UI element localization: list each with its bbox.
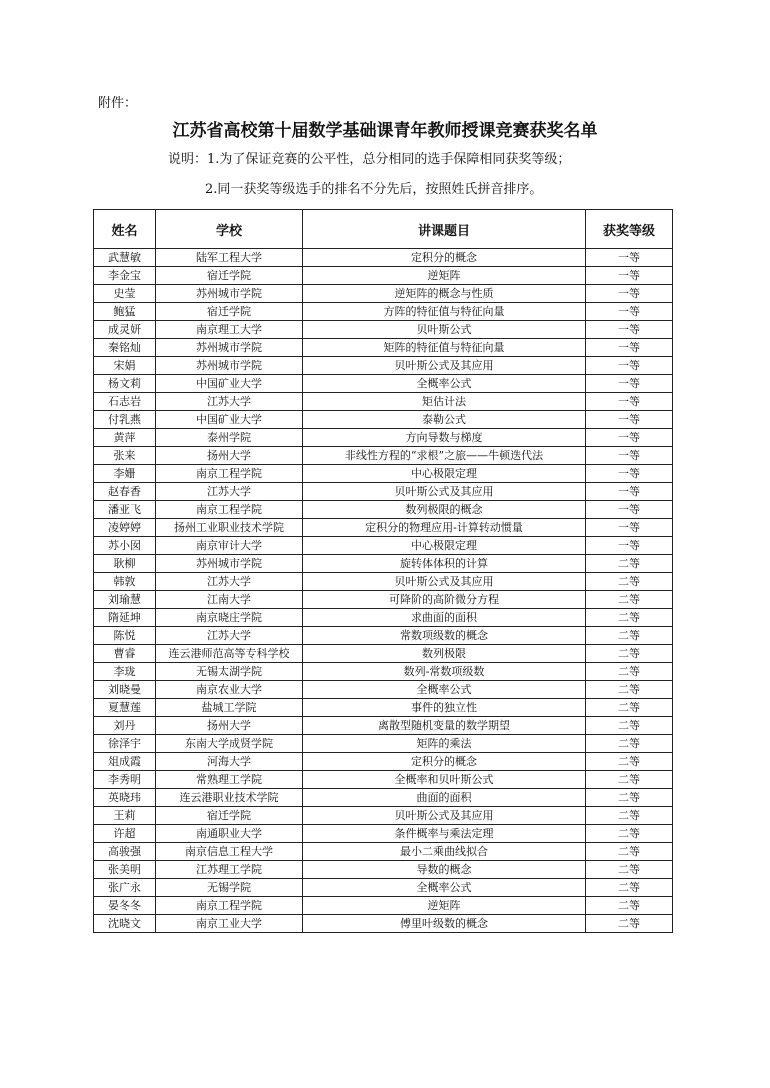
cell-topic: 方阵的特征值与特征向量 [303,303,586,321]
cell-school: 南京晓庄学院 [156,609,303,627]
table-row [94,699,673,717]
cell-name: 张来 [94,447,156,465]
cell-award: 一等 [586,429,673,447]
cell-topic: 最小二乘曲线拟合 [303,843,586,861]
table-row [94,717,673,735]
cell-name: 潘亚飞 [94,501,156,519]
cell-school: 苏州城市学院 [156,285,303,303]
cell-topic: 非线性方程的“求根”之旅——牛顿迭代法 [303,447,586,465]
cell-topic: 傅里叶级数的概念 [303,915,586,933]
cell-name: 刘瑜慧 [94,591,156,609]
cell-school: 南京工程学院 [156,465,303,483]
cell-school: 陆军工程大学 [156,249,303,267]
cell-award: 一等 [586,501,673,519]
cell-topic: 定积分的概念 [303,249,586,267]
cell-topic: 可降阶的高阶微分方程 [303,591,586,609]
cell-award: 二等 [586,627,673,645]
cell-name: 晏冬冬 [94,897,156,915]
cell-award: 二等 [586,645,673,663]
cell-school: 河海大学 [156,753,303,771]
cell-school: 江苏大学 [156,573,303,591]
cell-topic: 导数的概念 [303,861,586,879]
cell-topic: 矩阵的特征值与特征向量 [303,339,586,357]
cell-topic: 中心极限定理 [303,537,586,555]
cell-school: 连云港职业技术学院 [156,789,303,807]
cell-name: 高骏强 [94,843,156,861]
cell-topic: 中心极限定理 [303,465,586,483]
cell-school: 南京工程学院 [156,501,303,519]
cell-school: 常熟理工学院 [156,771,303,789]
cell-name: 俎成霞 [94,753,156,771]
cell-school: 宿迁学院 [156,267,303,285]
cell-topic: 全概率公式 [303,681,586,699]
cell-award: 二等 [586,753,673,771]
table-row [94,681,673,699]
cell-name: 李秀明 [94,771,156,789]
cell-name: 陈悦 [94,627,156,645]
cell-school: 无锡太湖学院 [156,663,303,681]
cell-award: 二等 [586,681,673,699]
cell-award: 一等 [586,465,673,483]
cell-topic: 数列极限的概念 [303,501,586,519]
cell-school: 苏州城市学院 [156,555,303,573]
note-line-1: 说明：1.为了保证竞赛的公平性，总分相同的选手保障相同获奖等级； [168,152,571,167]
cell-topic: 条件概率与乘法定理 [303,825,586,843]
table-body [94,249,673,933]
cell-school: 扬州大学 [156,717,303,735]
cell-topic: 数列-常数项级数 [303,663,586,681]
cell-school: 江苏大学 [156,483,303,501]
cell-topic: 全概率公式 [303,879,586,897]
cell-topic: 旋转体体积的计算 [303,555,586,573]
table-row [94,879,673,897]
cell-award: 一等 [586,321,673,339]
table-row [94,321,673,339]
cell-topic: 方向导数与梯度 [303,429,586,447]
cell-topic: 求曲面的面积 [303,609,586,627]
cell-name: 张美明 [94,861,156,879]
document-title: 江苏省高校第十届数学基础课青年教师授课竞赛获奖名单 [172,121,598,141]
cell-award: 二等 [586,843,673,861]
cell-name: 凌婷婷 [94,519,156,537]
cell-award: 一等 [586,357,673,375]
table-row [94,375,673,393]
attachment-label: 附件： [98,96,138,111]
table-row [94,915,673,933]
cell-topic: 泰勒公式 [303,411,586,429]
cell-award: 二等 [586,735,673,753]
table-row [94,555,673,573]
cell-topic: 矩阵的乘法 [303,735,586,753]
cell-name: 黄萍 [94,429,156,447]
cell-school: 南京理工大学 [156,321,303,339]
cell-award: 一等 [586,537,673,555]
cell-award: 二等 [586,699,673,717]
column-header-topic: 讲课题目 [303,210,586,249]
cell-school: 扬州大学 [156,447,303,465]
column-header-school: 学校 [156,210,303,249]
cell-award: 二等 [586,897,673,915]
cell-name: 杨文莉 [94,375,156,393]
cell-name: 赵春香 [94,483,156,501]
table-row [94,357,673,375]
table-row [94,411,673,429]
cell-name: 苏小囡 [94,537,156,555]
cell-school: 南京信息工程大学 [156,843,303,861]
cell-school: 无锡学院 [156,879,303,897]
cell-school: 泰州学院 [156,429,303,447]
cell-topic: 全概率和贝叶斯公式 [303,771,586,789]
table-row [94,429,673,447]
cell-name: 李金宝 [94,267,156,285]
cell-topic: 贝叶斯公式及其应用 [303,807,586,825]
cell-topic: 贝叶斯公式及其应用 [303,573,586,591]
table-row [94,573,673,591]
table-row [94,771,673,789]
cell-topic: 常数项级数的概念 [303,627,586,645]
cell-award: 一等 [586,375,673,393]
cell-award: 一等 [586,393,673,411]
table-row [94,735,673,753]
cell-topic: 离散型随机变量的数学期望 [303,717,586,735]
cell-award: 一等 [586,303,673,321]
cell-award: 二等 [586,915,673,933]
cell-school: 苏州城市学院 [156,339,303,357]
cell-award: 二等 [586,789,673,807]
cell-name: 英晓玮 [94,789,156,807]
cell-topic: 数列极限 [303,645,586,663]
note-line-2: 2.同一获奖等级选手的排名不分先后，按照姓氏拼音排序。 [205,182,543,197]
cell-school: 南京审计大学 [156,537,303,555]
cell-topic: 逆矩阵 [303,897,586,915]
cell-award: 一等 [586,249,673,267]
cell-award: 一等 [586,267,673,285]
table-row [94,465,673,483]
cell-name: 张广永 [94,879,156,897]
cell-topic: 矩估计法 [303,393,586,411]
cell-name: 韩敦 [94,573,156,591]
cell-school: 江苏大学 [156,627,303,645]
cell-award: 一等 [586,411,673,429]
cell-topic: 贝叶斯公式 [303,321,586,339]
cell-name: 耿柳 [94,555,156,573]
cell-name: 李姗 [94,465,156,483]
cell-name: 成灵妍 [94,321,156,339]
table-row [94,753,673,771]
column-header-name: 姓名 [94,210,156,249]
cell-name: 史莹 [94,285,156,303]
cell-name: 宋娟 [94,357,156,375]
cell-school: 江苏理工学院 [156,861,303,879]
cell-name: 曹睿 [94,645,156,663]
table-row [94,483,673,501]
cell-school: 宿迁学院 [156,807,303,825]
table-row [94,663,673,681]
cell-award: 二等 [586,879,673,897]
cell-award: 二等 [586,555,673,573]
cell-award: 二等 [586,573,673,591]
table-row [94,825,673,843]
cell-name: 李珑 [94,663,156,681]
table-row [94,897,673,915]
table-row [94,393,673,411]
table-row [94,303,673,321]
cell-award: 一等 [586,339,673,357]
cell-topic: 贝叶斯公式及其应用 [303,483,586,501]
cell-name: 沈晓文 [94,915,156,933]
cell-topic: 曲面的面积 [303,789,586,807]
table-row [94,519,673,537]
cell-name: 徐泽宇 [94,735,156,753]
cell-name: 隋延坤 [94,609,156,627]
cell-school: 苏州城市学院 [156,357,303,375]
cell-topic: 事件的独立性 [303,699,586,717]
cell-award: 一等 [586,285,673,303]
cell-award: 二等 [586,609,673,627]
cell-award: 二等 [586,717,673,735]
cell-name: 夏慧莲 [94,699,156,717]
cell-award: 一等 [586,447,673,465]
cell-school: 南京农业大学 [156,681,303,699]
cell-award: 二等 [586,663,673,681]
cell-school: 南京工程学院 [156,897,303,915]
cell-award: 二等 [586,861,673,879]
cell-school: 东南大学成贤学院 [156,735,303,753]
table-row [94,807,673,825]
table-row [94,267,673,285]
cell-topic: 定积分的概念 [303,753,586,771]
cell-school: 连云港师范高等专科学校 [156,645,303,663]
cell-school: 中国矿业大学 [156,411,303,429]
cell-topic: 逆矩阵的概念与性质 [303,285,586,303]
cell-topic: 贝叶斯公式及其应用 [303,357,586,375]
table-row [94,789,673,807]
cell-name: 刘丹 [94,717,156,735]
table-row [94,843,673,861]
table-row [94,537,673,555]
cell-name: 秦铭灿 [94,339,156,357]
cell-topic: 全概率公式 [303,375,586,393]
cell-school: 南通职业大学 [156,825,303,843]
cell-award: 二等 [586,825,673,843]
cell-school: 南京工业大学 [156,915,303,933]
cell-award: 二等 [586,807,673,825]
table-row [94,861,673,879]
cell-award: 二等 [586,771,673,789]
table-row [94,447,673,465]
cell-name: 许超 [94,825,156,843]
table-row [94,249,673,267]
cell-name: 武慧敏 [94,249,156,267]
table-row [94,339,673,357]
cell-name: 付乳燕 [94,411,156,429]
table-row [94,591,673,609]
column-header-award: 获奖等级 [586,210,673,249]
cell-school: 宿迁学院 [156,303,303,321]
cell-award: 一等 [586,483,673,501]
table-row [94,501,673,519]
cell-school: 江苏大学 [156,393,303,411]
cell-topic: 逆矩阵 [303,267,586,285]
table-row [94,645,673,663]
cell-name: 鲍猛 [94,303,156,321]
cell-topic: 定积分的物理应用-计算转动惯量 [303,519,586,537]
table-header-row [94,210,673,249]
table-row [94,609,673,627]
table-row [94,627,673,645]
table-row [94,285,673,303]
cell-school: 扬州工业职业技术学院 [156,519,303,537]
cell-name: 石志岩 [94,393,156,411]
cell-award: 一等 [586,519,673,537]
cell-school: 盐城工学院 [156,699,303,717]
cell-name: 刘晓曼 [94,681,156,699]
cell-school: 中国矿业大学 [156,375,303,393]
cell-school: 江南大学 [156,591,303,609]
cell-name: 王莉 [94,807,156,825]
cell-award: 二等 [586,591,673,609]
award-table [93,209,673,933]
